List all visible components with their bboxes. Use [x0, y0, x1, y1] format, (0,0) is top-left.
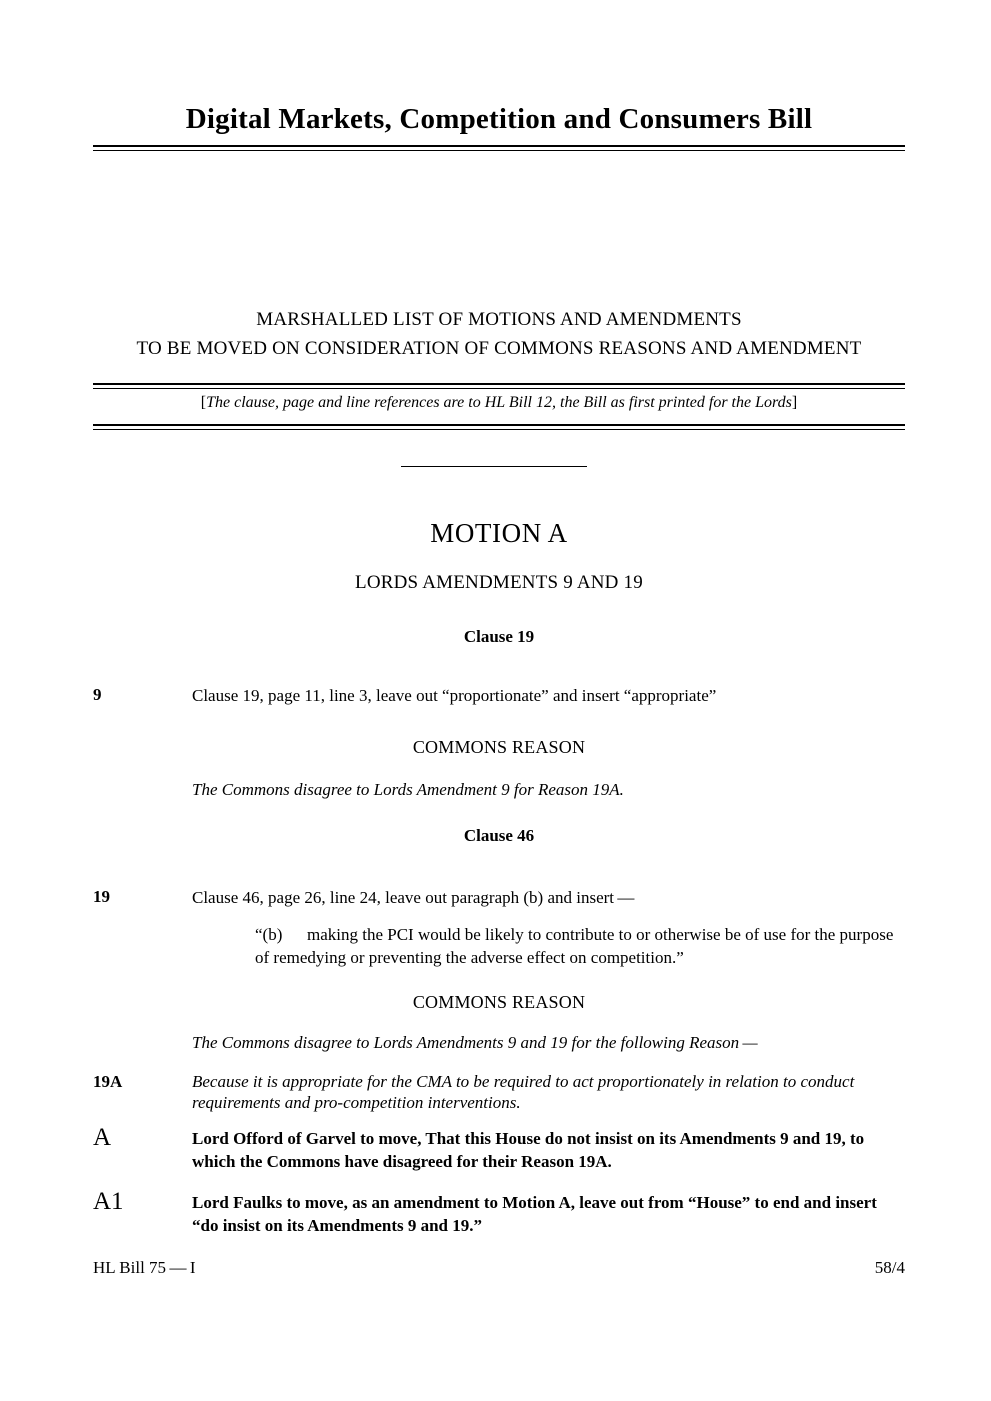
motion-subtitle: LORDS AMENDMENTS 9 AND 19	[355, 572, 643, 593]
footer-bill-number: HL Bill 75 — I	[93, 1258, 196, 1277]
reason-row-9	[93, 779, 905, 802]
motion-row-a	[93, 1124, 905, 1173]
reason-row-19a	[93, 1072, 905, 1113]
reason-intro-text: The Commons disagree to Lords Amendments 9 and 19 for the following Reason —	[192, 1033, 758, 1052]
reference-note-bracket-open: [	[200, 394, 207, 411]
title-block	[93, 103, 905, 151]
reference-note-bracket-close: ]	[791, 394, 798, 411]
subparagraph-text-b: making the PCI would be likely to contribute to or otherwise be of use for the purpose of remedying or preventing the adverse effect on competition.”	[255, 924, 894, 967]
motion-label-a: A	[93, 1124, 112, 1151]
amendment-number-19: 19	[93, 887, 110, 906]
reference-note	[93, 394, 905, 412]
subheading-line-1: MARSHALLED LIST OF MOTIONS AND AMENDMENTS	[256, 309, 742, 330]
page-footer	[93, 1258, 905, 1278]
reference-note-text: The clause, page and line references are to HL Bill 12, the Bill as first printed for the Lords	[206, 394, 792, 411]
motion-title: MOTION A	[430, 518, 568, 548]
subheading-block	[93, 305, 905, 364]
reason-number-19a: 19A	[93, 1072, 123, 1091]
amendment-text-9: Clause 19, page 11, line 3, leave out “proportionate” and insert “appropriate”	[192, 686, 717, 705]
footer-page-number: 58/4	[874, 1258, 905, 1277]
reason-intro-row	[93, 1032, 905, 1055]
reference-note-divider-bottom	[93, 424, 905, 430]
amendment-row-9	[93, 685, 905, 708]
motion-text-a: Lord Offord of Garvel to move, That this House do not insist on its Amendments 9 and 19, to which the Commons have disagreed for their Reason 19A.	[192, 1129, 865, 1171]
amendment-number-9: 9	[93, 685, 102, 704]
subparagraph-label-b: “(b)	[255, 924, 283, 944]
motion-row-a1	[93, 1188, 905, 1237]
commons-reason-heading-1: COMMONS REASON	[412, 737, 586, 757]
subheading-line-2: TO BE MOVED ON CONSIDERATION OF COMMONS REASONS AND AMENDMENT	[136, 338, 862, 360]
document-title: Digital Markets, Competition and Consumers Bill	[185, 103, 813, 135]
clause-46-heading: Clause 46	[463, 826, 535, 845]
section-divider	[401, 466, 587, 467]
commons-reason-heading-2: COMMONS REASON	[412, 992, 586, 1012]
amendment-text-19: Clause 46, page 26, line 24, leave out paragraph (b) and insert —	[192, 888, 635, 907]
motion-label-a1: A1	[93, 1188, 124, 1215]
amendment-19-subparagraph	[255, 924, 905, 970]
reason-text-19a: Because it is appropriate for the CMA to be required to act proportionately in relation to conduct requirements and pro-competition interventions.	[192, 1072, 855, 1112]
reason-text-9: The Commons disagree to Lords Amendment 9 for Reason 19A.	[192, 780, 624, 799]
clause-19-heading: Clause 19	[463, 627, 535, 646]
title-divider	[93, 145, 905, 151]
motion-text-a1: Lord Faulks to move, as an amendment to Motion A, leave out from “House” to end and insert “do insist on its Amendments 9 and 19.”	[192, 1193, 877, 1235]
amendment-row-19	[93, 887, 905, 970]
reference-note-divider-top	[93, 383, 905, 389]
